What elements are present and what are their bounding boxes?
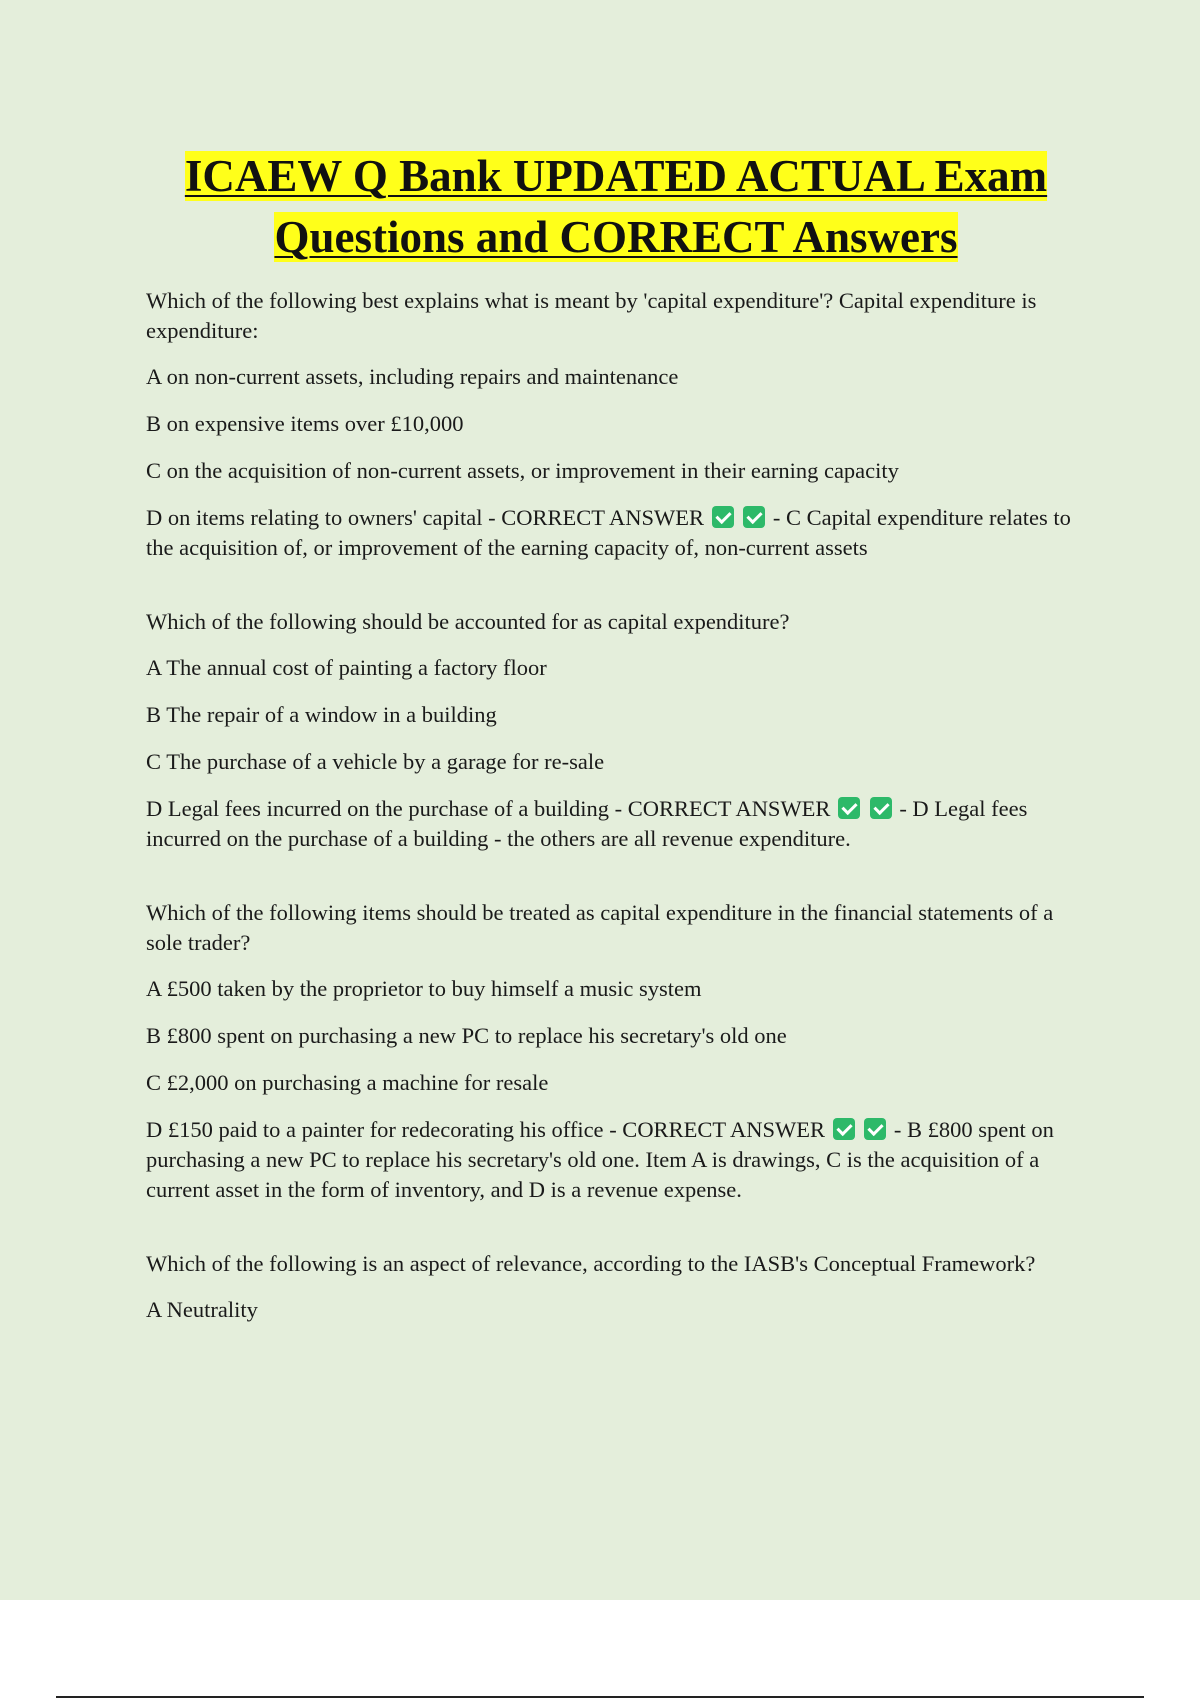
question-2 (146, 607, 1086, 854)
option-c: C £2,000 on purchasing a machine for resale (146, 1070, 549, 1095)
option-b: B The repair of a window in a building (146, 702, 497, 727)
question-text: Which of the following best explains what is meant by 'capital expenditure'? Capital expenditure is expenditure: (146, 288, 1037, 343)
correct-answer-label: - CORRECT ANSWER (488, 505, 704, 530)
question-text: Which of the following should be accounted for as capital expenditure? (146, 609, 790, 634)
document-content (146, 146, 1086, 1369)
check-box-icon (838, 797, 860, 819)
option-a: A on non-current assets, including repairs and maintenance (146, 364, 679, 389)
option-a: A The annual cost of painting a factory floor (146, 655, 547, 680)
question-4 (146, 1249, 1086, 1325)
option-d: D Legal fees incurred on the purchase of a building (146, 796, 609, 821)
check-box-icon (833, 1118, 855, 1140)
question-text: Which of the following is an aspect of relevance, according to the IASB's Conceptual Framework? (146, 1251, 1036, 1276)
option-d-with-answer (146, 1115, 1086, 1205)
question-1 (146, 286, 1086, 563)
option-b: B on expensive items over £10,000 (146, 411, 464, 436)
footer-divider (56, 1696, 1144, 1698)
option-c: C The purchase of a vehicle by a garage for re-sale (146, 749, 605, 774)
option-d-with-answer (146, 503, 1086, 563)
check-box-icon (870, 797, 892, 819)
option-d: D on items relating to owners' capital (146, 505, 483, 530)
option-c: C on the acquisition of non-current assets, or improvement in their earning capacity (146, 458, 899, 483)
question-text: Which of the following items should be treated as capital expenditure in the financial statements of a sole trader? (146, 900, 1054, 955)
check-box-icon (712, 506, 734, 528)
option-d-with-answer (146, 794, 1086, 854)
document-title (146, 146, 1086, 268)
answer-explanation: - C Capital expenditure relates to the acquisition of, or improvement of the earning capacity of, non-current assets (146, 505, 1071, 560)
answer-explanation: - D Legal fees incurred on the purchase of a building - the others are all revenue expenditure. (146, 796, 1028, 851)
option-a: A Neutrality (146, 1297, 258, 1322)
correct-answer-label: - CORRECT ANSWER (609, 1117, 826, 1142)
question-3 (146, 898, 1086, 1205)
check-box-icon (864, 1118, 886, 1140)
check-box-icon (743, 506, 765, 528)
option-d: D £150 paid to a painter for redecorating his office (146, 1117, 604, 1142)
option-b: B £800 spent on purchasing a new PC to replace his secretary's old one (146, 1023, 787, 1048)
correct-answer-label: - CORRECT ANSWER (614, 796, 831, 821)
option-a: A £500 taken by the proprietor to buy himself a music system (146, 976, 702, 1001)
answer-explanation: - B £800 spent on purchasing a new PC to replace his secretary's old one. Item A is drawings, C is the acquisition of a current asset in the form of inventory, and D is a revenue expense. (146, 1117, 1054, 1202)
title-highlight: ICAEW Q Bank UPDATED ACTUAL Exam Questions and CORRECT Answers (184, 151, 1048, 262)
